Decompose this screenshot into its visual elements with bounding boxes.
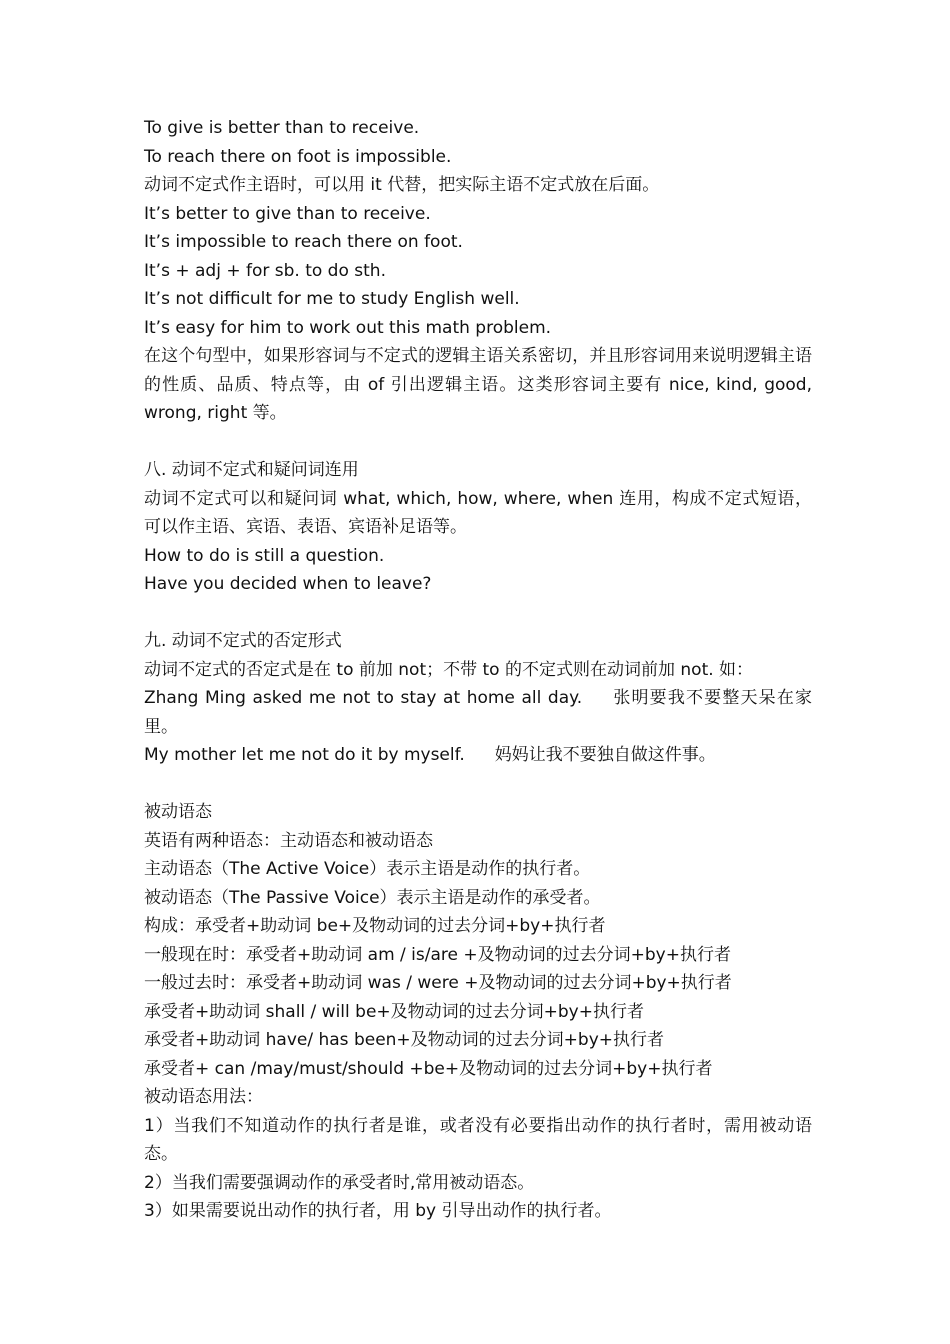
formula-text: 承受者+助动词 shall / will be+及物动词的过去分词+by+执行者 <box>144 1001 644 1022</box>
paragraph-spacer <box>144 599 812 628</box>
explanation-text: 动词不定式作主语时，可以用 it 代替，把实际主语不定式放在后面。 <box>144 175 660 195</box>
explanation-paragraph: 在这个句型中，如果形容词与不定式的逻辑主语关系密切，并且形容词用来说明逻辑主语的性质、品质、特点等，由 of 引出逻辑主语。这类形容词主要有 nice, kind, good, wrong, right 等。 <box>144 346 812 423</box>
example-sentence: It’s not difficult for me to study English well. <box>144 289 520 309</box>
translation-text: 张明要我不要整天呆在家里。 <box>144 688 812 737</box>
paragraph-spacer <box>144 770 812 799</box>
explanation-text: 被动语态（The Passive Voice）表示主语是动作的承受者。 <box>144 887 601 908</box>
section-heading: 被动语态 <box>144 802 212 822</box>
usage-item: 1）当我们不知道动作的执行者是谁，或者没有必要指出动作的执行者时，需用被动语态。 <box>144 1115 812 1164</box>
explanation-paragraph: 动词不定式可以和疑问词 what, which, how, where, when 连用，构成不定式短语，可以作主语、宾语、表语、宾语补足语等。 <box>144 488 812 537</box>
translation-text: 妈妈让我不要独自做这件事。 <box>494 745 716 765</box>
example-with-translation <box>144 684 812 741</box>
example-sentence: To reach there on foot is impossible. <box>144 146 452 167</box>
example-sentence: It’s impossible to reach there on foot. <box>144 232 463 252</box>
explanation-text: 动词不定式的否定式是在 to 前加 not；不带 to 的不定式则在动词前加 not. 如： <box>144 659 754 680</box>
example-sentence: How to do is still a question. <box>144 545 385 566</box>
example-with-translation <box>144 741 812 770</box>
usage-item: 2）当我们需要强调动作的承受者时,常用被动语态。 <box>144 1172 535 1193</box>
document-body <box>144 114 812 1226</box>
subheading: 被动语态用法： <box>144 1087 263 1107</box>
formula-text: 一般现在时：承受者+助动词 am / is/are +及物动词的过去分词+by+执行者 <box>144 944 731 965</box>
formula-text: 构成：承受者+助动词 be+及物动词的过去分词+by+执行者 <box>144 916 606 936</box>
example-sentence: It’s better to give than to receive. <box>144 203 431 224</box>
section-heading: 九. 动词不定式的否定形式 <box>144 631 342 651</box>
example-sentence: My mother let me not do it by myself. <box>144 745 465 765</box>
example-sentence: To give is better than to receive. <box>144 118 420 138</box>
sentence-pattern: It’s + adj + for sb. to do sth. <box>144 260 386 281</box>
usage-item: 3）如果需要说出动作的执行者，用 by 引导出动作的执行者。 <box>144 1201 612 1221</box>
formula-text: 一般过去时：承受者+助动词 was / were +及物动词的过去分词+by+执行者 <box>144 973 732 993</box>
paragraph-spacer <box>144 428 812 457</box>
formula-text: 承受者+助动词 have/ has been+及物动词的过去分词+by+执行者 <box>144 1030 665 1050</box>
explanation-text: 主动语态（The Active Voice）表示主语是动作的执行者。 <box>144 859 591 879</box>
formula-text: 承受者+ can /may/must/should +be+及物动词的过去分词+by+执行者 <box>144 1058 713 1079</box>
section-heading: 八. 动词不定式和疑问词连用 <box>144 460 359 480</box>
example-sentence: Have you decided when to leave? <box>144 574 432 594</box>
example-sentence: Zhang Ming asked me not to stay at home all day. <box>144 688 583 708</box>
example-sentence: It’s easy for him to work out this math problem. <box>144 317 552 338</box>
explanation-text: 英语有两种语态：主动语态和被动语态 <box>144 830 433 851</box>
